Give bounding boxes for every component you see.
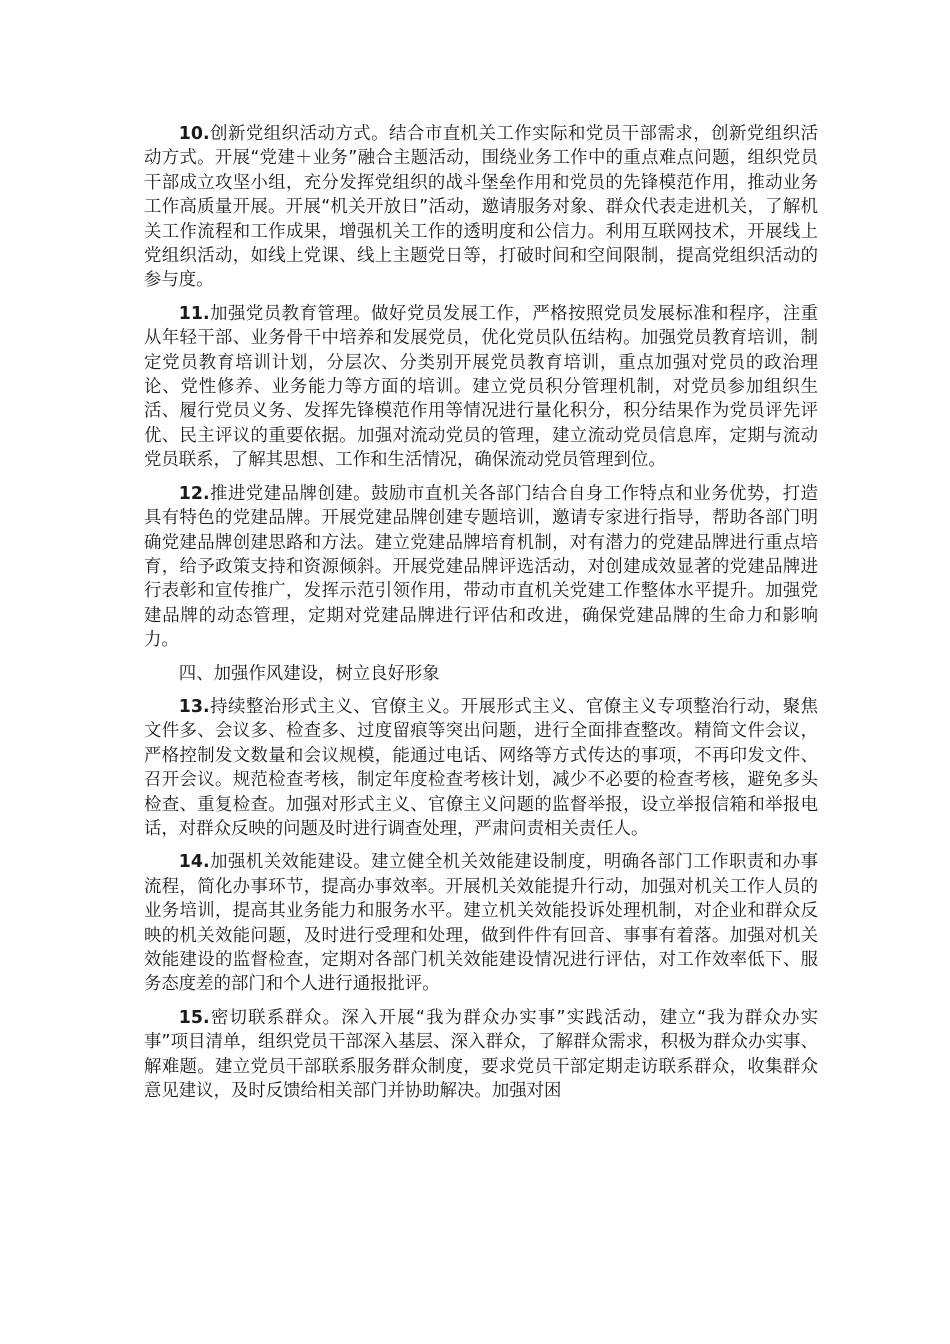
document-page	[144, 122, 818, 1112]
paragraph-text: 加强党员教育管理。做好党员发展工作，严格按照党员发展标准和程序，注重从年轻干部、业务骨干中培养和发展党员，优化党员队伍结构。加强党员教育培训，制定党员教育培训计划，分层次、分类别开展党员教育培训，重点加强对党员的政治理论、党性修养、业务能力等方面的培训。建立党员积分管理机制，对党员参加组织生活、履行党员义务、发挥先锋模范作用等情况进行量化积分，积分结果作为党员评先评优、民主评议的重要依据。加强对流动党员的管理，建立流动党员信息库，定期与流动党员联系，了解其思想、工作和生活情况，确保流动党员管理到位。	[144, 303, 818, 471]
paragraph-number: 10.	[178, 124, 210, 144]
paragraph-10	[144, 122, 818, 293]
paragraph-number: 15.	[178, 1007, 210, 1028]
paragraph-number: 12.	[178, 483, 210, 504]
paragraph-12	[144, 482, 818, 653]
paragraph-11	[144, 302, 818, 473]
paragraph-text: 创新党组织活动方式。结合市直机关工作实际和党员干部需求，创新党组织活动方式。开展“党建＋业务”融合主题活动，围绕业务工作中的重点难点问题，组织党员干部成立攻坚小组，充分发挥党组织的战斗堡垒作用和党员的先锋模范作用，推动业务工作高质量开展。开展“机关开放日”活动，邀请服务对象、群众代表走进机关，了解机关工作流程和工作成果，增强机关工作的透明度和公信力。利用互联网技术，开展线上党组织活动，如线上党课、线上主题党日等，打破时间和空间限制，提高党组织活动的参与度。	[144, 124, 818, 291]
paragraph-number: 11.	[178, 303, 210, 324]
paragraph-text: 加强机关效能建设。建立健全机关效能建设制度，明确各部门工作职责和办事流程，简化办事环节，提高办事效率。开展机关效能提升行动，加强对机关工作人员的业务培训，提高其业务能力和服务水平。建立机关效能投诉处理机制，对企业和群众反映的机关效能问题，及时进行受理和处理，做到件件有回音、事事有着落。加强对机关效能建设的监督检查，定期对各部门机关效能建设情况进行评估，对工作效率低下、服务态度差的部门和个人进行通报批评。	[144, 852, 818, 995]
paragraph-15	[144, 1006, 818, 1104]
paragraph-number: 13.	[178, 696, 210, 717]
paragraph-13	[144, 695, 818, 841]
paragraph-number: 14.	[178, 852, 210, 873]
paragraph-text: 密切联系群众。深入开展“我为群众办实事”实践活动，建立“我为群众办实事”项目清单，组织党员干部深入基层、深入群众，了解群众需求，积极为群众办实事、解难题。建立党员干部联系服务群众制度，要求党员干部定期走访联系群众，收集群众意见建议，及时反馈给相关部门并协助解决。加强对困	[144, 1007, 818, 1102]
section-heading: 四、加强作风建设，树立良好形象	[178, 663, 440, 684]
paragraph-text: 推进党建品牌创建。鼓励市直机关各部门结合自身工作特点和业务优势，打造具有特色的党建品牌。开展党建品牌创建专题培训，邀请专家进行指导，帮助各部门明确党建品牌创建思路和方法。建立党建品牌培育机制，对有潜力的党建品牌进行重点培育，给予政策支持和资源倾斜。开展党建品牌评选活动，对创建成效显著的党建品牌进行表彰和宣传推广，发挥示范引领作用，带动市直机关党建工作整体水平提升。加强党建品牌的动态管理，定期对党建品牌进行评估和改进，确保党建品牌的生命力和影响力。	[144, 483, 818, 651]
paragraph-14	[144, 850, 818, 996]
paragraph-text: 持续整治形式主义、官僚主义。开展形式主义、官僚主义专项整治行动，聚焦文件多、会议多、检查多、过度留痕等突出问题，进行全面排查整改。精简文件会议，严格控制发文数量和会议规模，能通过电话、网络等方式传达的事项，不再印发文件、召开会议。规范检查考核，制定年度检查考核计划，减少不必要的检查考核，避免多头检查、重复检查。加强对形式主义、官僚主义问题的监督举报，设立举报信箱和举报电话，对群众反映的问题及时进行调查处理，严肃问责相关责任人。	[144, 696, 818, 839]
